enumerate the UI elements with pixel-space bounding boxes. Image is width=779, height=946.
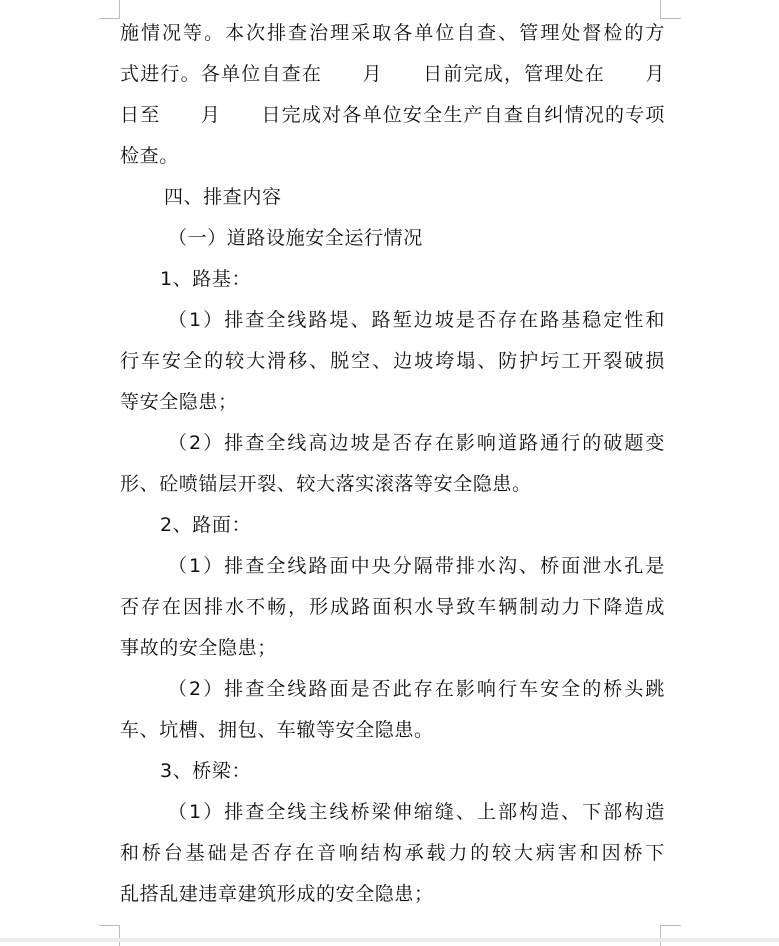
crop-mark-bottom-right — [660, 925, 681, 946]
text-line: 车、坑槽、拥包、车辙等安全隐患。 — [120, 719, 434, 741]
crop-mark-bottom-left — [99, 925, 120, 946]
text-line: （1）排查全线主线桥梁伸缩缝、上部构造、下部构造 — [168, 801, 665, 823]
subsection-heading: （一）道路设施安全运行情况 — [168, 227, 423, 249]
text-line: （1）排查全线路堤、路堑边坡是否存在路基稳定性和 — [168, 309, 665, 331]
text-line: （2）排查全线高边坡是否存在影响道路通行的破题变 — [168, 432, 665, 454]
text-line: 事故的安全隐患； — [120, 637, 277, 659]
text-line: （2）排查全线路面是否此存在影响行车安全的桥头跳 — [168, 678, 665, 700]
section-heading: 四、排查内容 — [164, 186, 282, 208]
text-line: 日至 月 日完成对各单位安全生产自查自纠情况的专项 — [120, 104, 665, 126]
item-heading: 1、路基： — [160, 268, 252, 290]
text-line: 检查。 — [120, 145, 179, 167]
text-line: 乱搭乱建违章建筑形成的安全隐患； — [120, 883, 434, 905]
text-line: （1）排查全线路面中央分隔带排水沟、桥面泄水孔是 — [168, 555, 665, 577]
item-heading: 3、桥梁： — [160, 760, 252, 782]
text-line: 否存在因排水不畅，形成路面积水导致车辆制动力下降造成 — [120, 596, 665, 618]
text-line: 形、砼喷锚层开裂、较大落实滚落等安全隐患。 — [120, 473, 532, 495]
text-line: 施情况等。本次排查治理采取各单位自查、管理处督检的方 — [120, 22, 665, 44]
document-body — [120, 13, 665, 915]
text-line: 和桥台基础是否存在音响结构承载力的较大病害和因桥下 — [120, 842, 665, 864]
text-line: 式进行。各单位自查在 月 日前完成，管理处在 月 — [120, 63, 665, 85]
item-heading: 2、路面： — [160, 514, 252, 536]
text-line: 等安全隐患； — [120, 391, 238, 413]
text-line: 行车安全的较大滑移、脱空、边坡垮塌、防护圬工开裂破损 — [120, 350, 665, 372]
crop-mark-top-left — [99, 0, 120, 19]
page-bottom-edge — [0, 938, 779, 942]
